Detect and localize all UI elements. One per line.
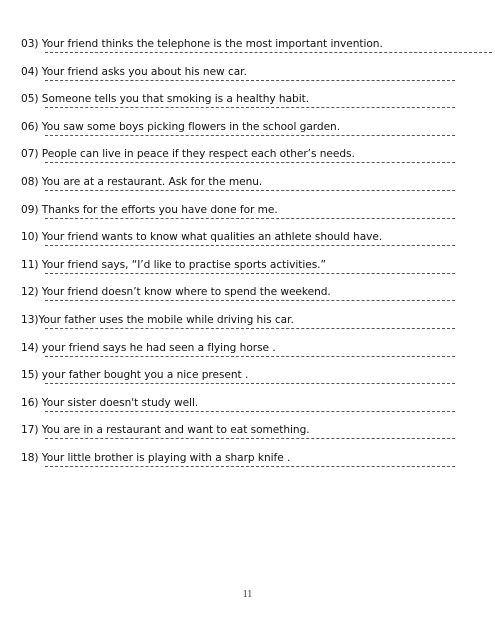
- exercise-item: [21, 259, 326, 286]
- exercise-item: [21, 176, 262, 203]
- answer-line[interactable]: [45, 273, 455, 274]
- exercise-item: [21, 397, 198, 424]
- exercise-prompt: 16) Your sister doesn't study well.: [21, 396, 199, 409]
- exercise-prompt: 10) Your friend wants to know what qualities an athlete should have.: [21, 231, 383, 244]
- exercise-prompt: 05) Someone tells you that smoking is a healthy habit.: [21, 93, 310, 106]
- answer-line[interactable]: [45, 218, 455, 219]
- exercise-prompt: 14) your friend says he had seen a flying horse .: [21, 341, 276, 354]
- answer-line[interactable]: [45, 383, 455, 384]
- exercise-prompt: 11) Your friend says, “I’d like to practise sports activities.”: [21, 258, 326, 271]
- exercise-prompt: 07) People can live in peace if they respect each other’s needs.: [21, 148, 355, 161]
- exercise-item: [21, 286, 331, 313]
- answer-line[interactable]: [45, 162, 455, 163]
- exercise-prompt: 18) Your little brother is playing with a sharp knife .: [21, 452, 291, 464]
- exercise-prompt: 13)Your father uses the mobile while driving his car.: [21, 314, 294, 326]
- exercise-item: [21, 204, 278, 231]
- exercise-item: [21, 424, 310, 451]
- exercise-item: [21, 66, 247, 93]
- exercise-prompt: 04) Your friend asks you about his new car.: [21, 65, 247, 78]
- exercise-prompt: 03) Your friend thinks the telephone is the most important invention.: [21, 38, 383, 50]
- answer-line[interactable]: [45, 190, 455, 191]
- answer-line[interactable]: [45, 80, 455, 81]
- exercise-prompt: 12) Your friend doesn’t know where to spend the weekend.: [21, 286, 331, 299]
- answer-line[interactable]: [45, 356, 455, 357]
- exercise-item: [21, 231, 382, 258]
- exercise-item: [21, 314, 294, 341]
- exercise-prompt: 08) You are at a restaurant. Ask for the menu.: [21, 176, 263, 188]
- answer-line[interactable]: [45, 245, 455, 246]
- answer-line[interactable]: [45, 135, 455, 136]
- answer-line[interactable]: [45, 52, 492, 53]
- answer-line[interactable]: [45, 438, 455, 439]
- exercise-prompt: 15) your father bought you a nice present .: [21, 369, 249, 382]
- exercise-item: [21, 93, 309, 120]
- exercise-item: [21, 342, 276, 369]
- answer-line[interactable]: [45, 107, 455, 108]
- exercise-item: [21, 38, 383, 65]
- exercise-prompt: 06) You saw some boys picking flowers in the school garden.: [21, 120, 341, 133]
- exercise-prompt: 09) Thanks for the efforts you have done for me.: [21, 203, 278, 216]
- exercise-item: [21, 148, 355, 175]
- answer-line[interactable]: [45, 300, 455, 301]
- answer-line[interactable]: [45, 328, 455, 329]
- exercise-item: [21, 121, 340, 148]
- answer-line[interactable]: [45, 411, 455, 412]
- exercise-item: [21, 369, 248, 396]
- exercise-item: [21, 452, 290, 479]
- exercise-prompt: 17) You are in a restaurant and want to eat something.: [21, 424, 310, 437]
- answer-line[interactable]: [45, 466, 455, 467]
- page-number: 11: [242, 589, 253, 600]
